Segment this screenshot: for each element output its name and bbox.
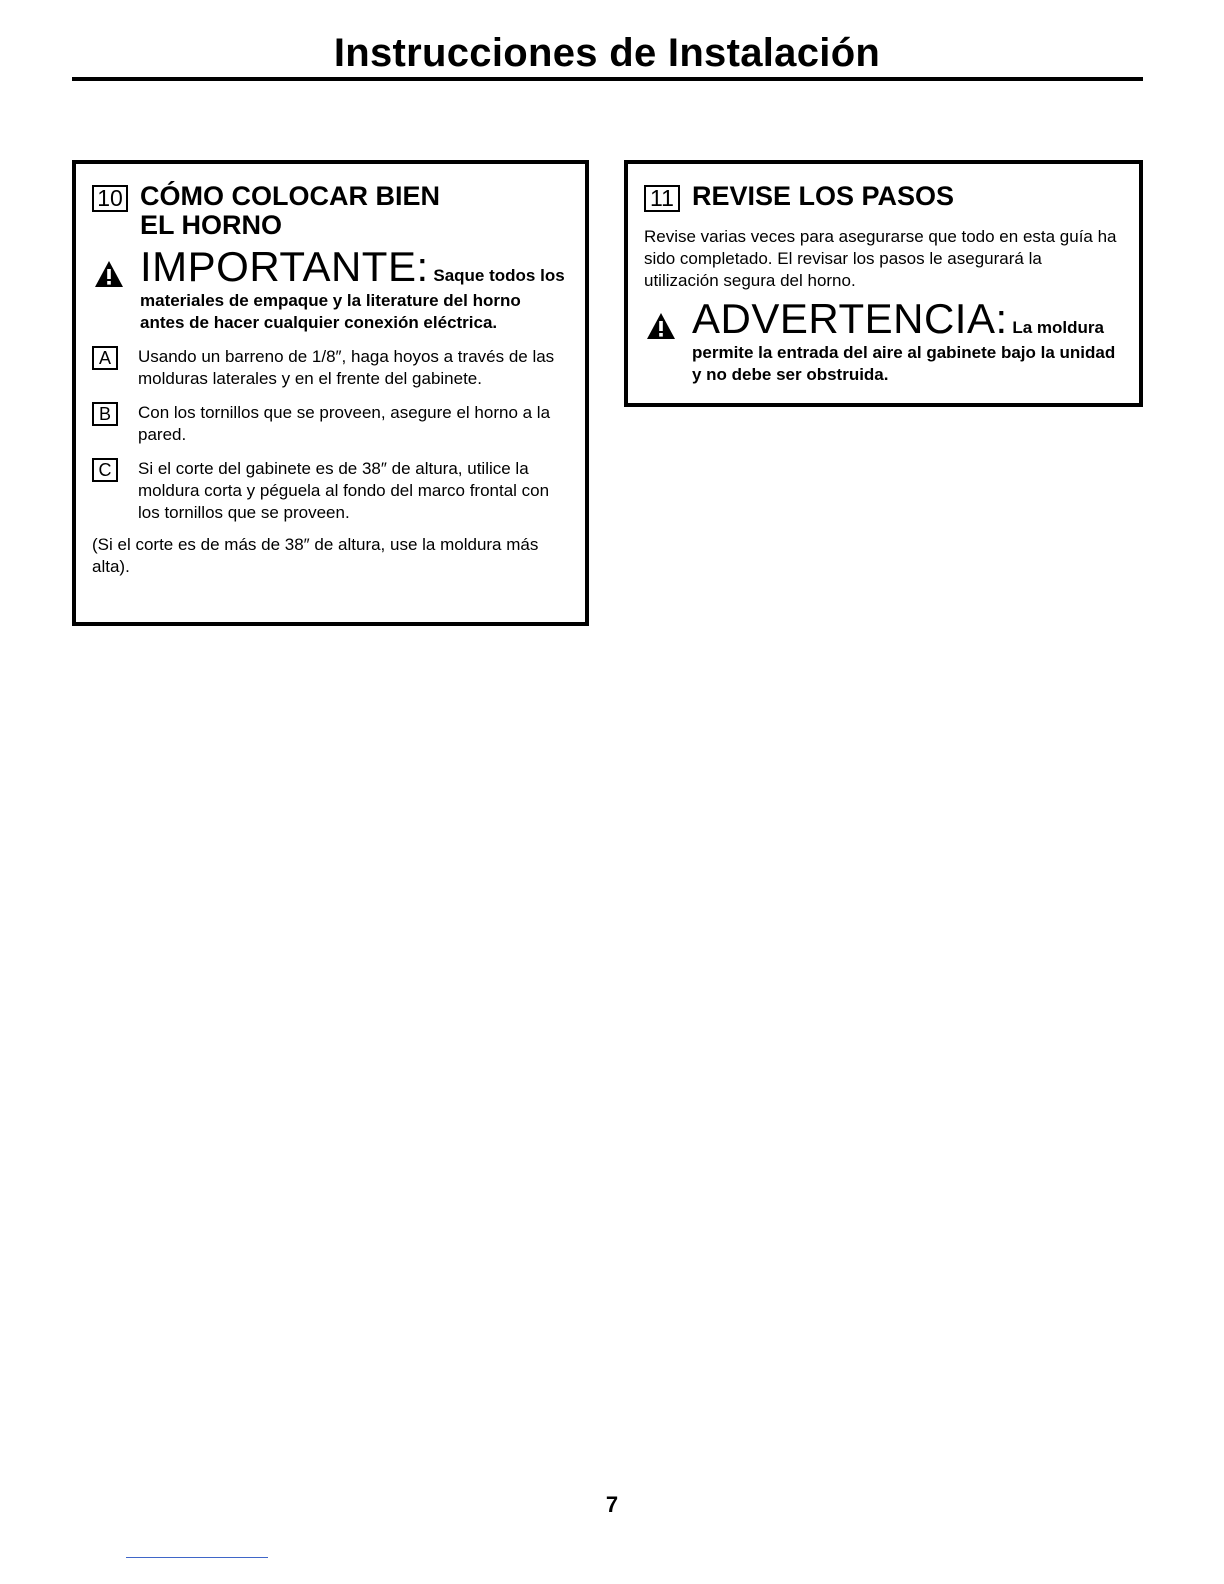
- height-note: (Si el corte es de más de 38″ de altura, use la moldura más alta).: [92, 535, 539, 576]
- substep-b: [92, 402, 565, 446]
- step-11-title: REVISE LOS PASOS: [692, 181, 955, 211]
- step-10-box: [72, 160, 589, 626]
- page-title: Instrucciones de Instalación: [333, 31, 881, 75]
- substep-c: [92, 458, 565, 524]
- important-notice: [92, 244, 565, 334]
- substep-letter: A: [92, 346, 118, 370]
- substep-letter: B: [92, 402, 118, 426]
- warning-label: ADVERTENCIA:: [692, 295, 1008, 342]
- footer-link-rule: [126, 1557, 268, 1558]
- title-rule: [72, 77, 1143, 81]
- substep-text: Si el corte del gabinete es de 38″ de altura, utilice la moldura corta y péguela al fondo del marco frontal con los tornillos que se proveen.: [138, 459, 550, 522]
- warning-triangle-icon: [94, 260, 124, 288]
- important-text: materiales de empaque y la literature del horno antes de hacer cualquier conexión eléctrica.: [140, 291, 521, 332]
- step-10-title: CÓMO COLOCAR BIEN EL HORNO: [140, 181, 440, 240]
- step-number-badge: 11: [644, 185, 680, 212]
- substep-text: Con los tornillos que se proveen, asegure el horno a la pared.: [138, 403, 551, 444]
- page-number: 7: [605, 1492, 619, 1517]
- step-11-heading: [644, 182, 1119, 212]
- important-lead: Saque todos los: [428, 266, 565, 285]
- substep-text: Usando un barreno de 1/8″, haga hoyos a través de las molduras laterales y en el frente del gabinete.: [138, 347, 555, 388]
- warning-text: permite la entrada del aire al gabinete bajo la unidad y no debe ser obstruida.: [692, 343, 1116, 384]
- step-11-body: Revise varias veces para asegurarse que todo en esta guía ha sido completado. El revisar los pasos le asegurará la utilización segura del horno.: [644, 227, 1117, 290]
- step-number-badge: 10: [92, 185, 128, 212]
- step-11-box: [624, 160, 1143, 407]
- important-label: IMPORTANTE:: [140, 243, 429, 290]
- warning-notice: [644, 296, 1119, 386]
- substep-a: [92, 346, 565, 390]
- step-10-heading: [92, 182, 565, 240]
- warning-lead: La moldura: [1007, 318, 1104, 337]
- substep-letter: C: [92, 458, 118, 482]
- warning-triangle-icon: [646, 312, 676, 340]
